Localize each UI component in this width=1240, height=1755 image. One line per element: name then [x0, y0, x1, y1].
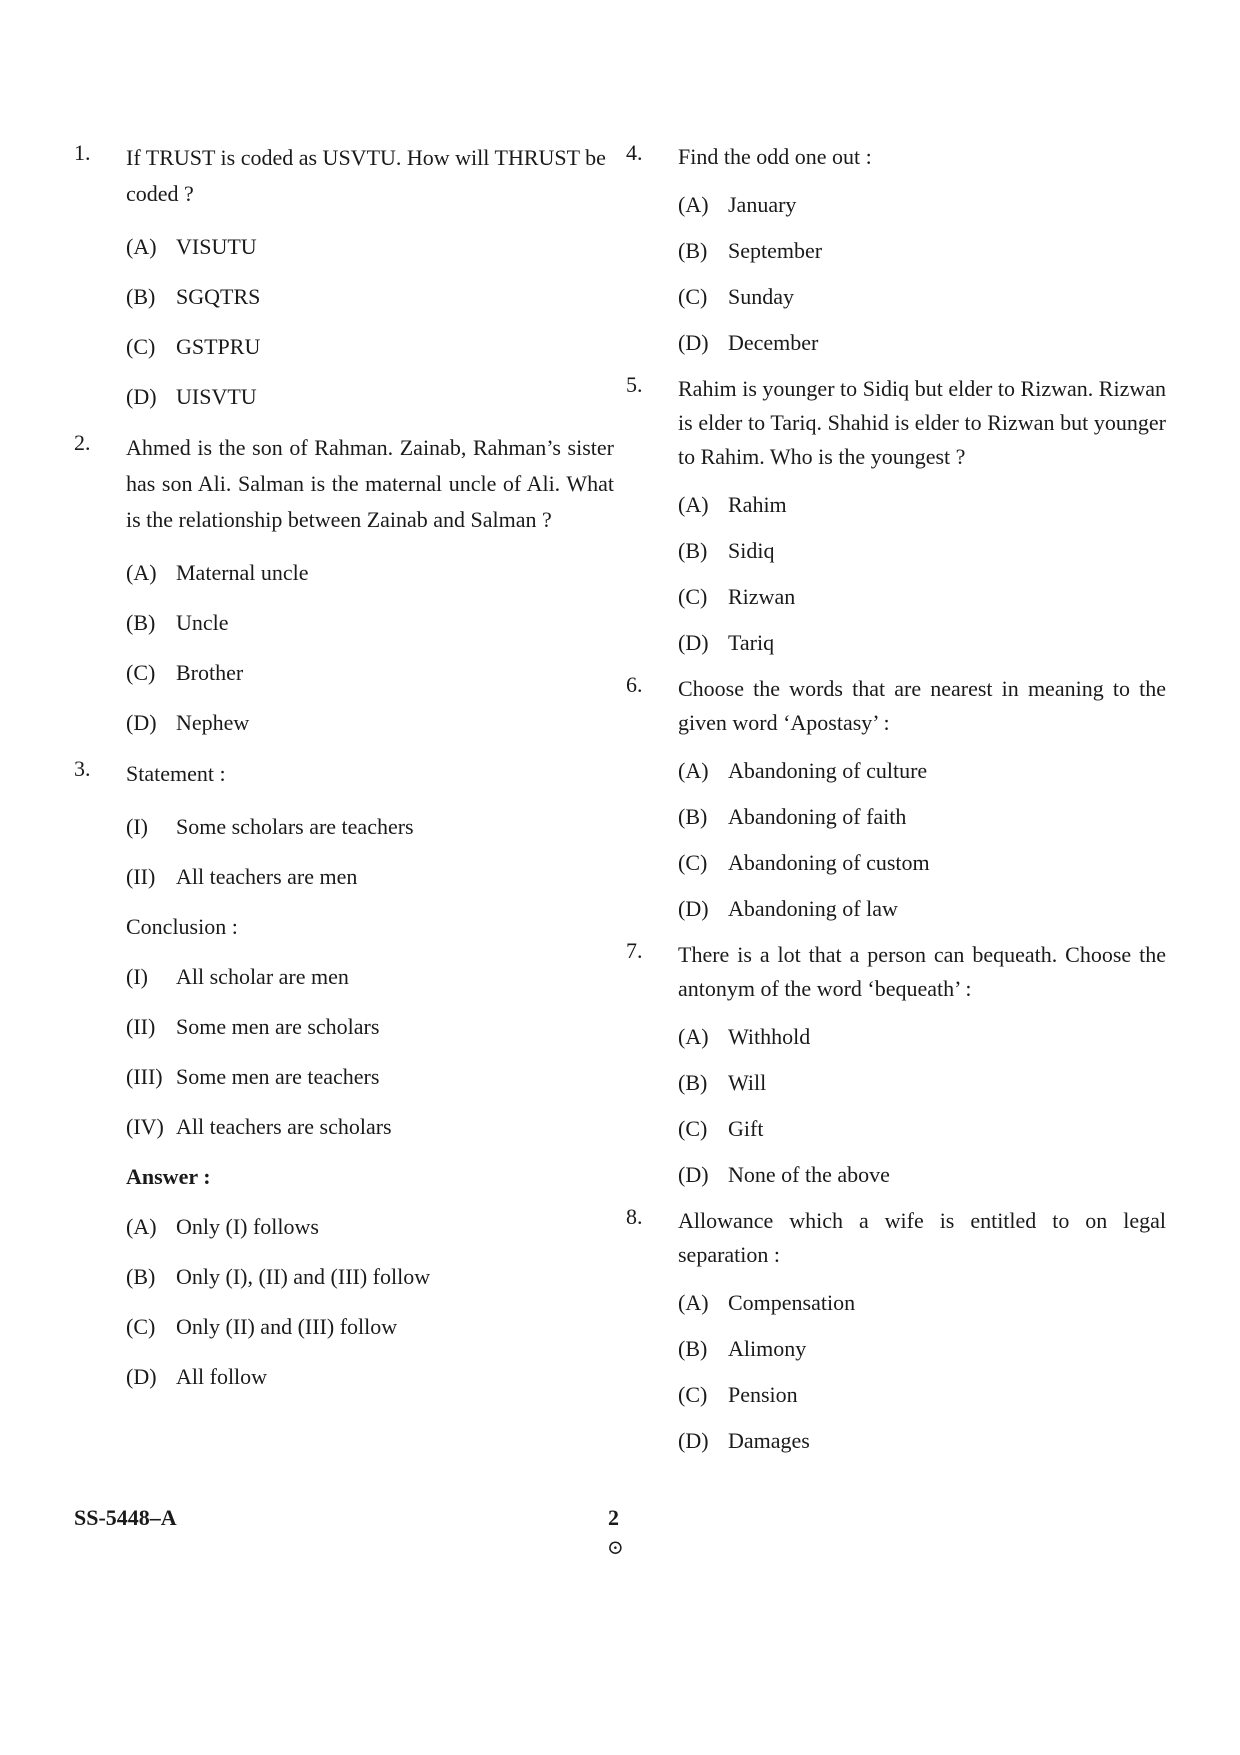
option — [678, 1060, 1166, 1106]
option-text: Abandoning of law — [728, 896, 898, 921]
question-text: If TRUST is coded as USVTU. How will THRUST be coded ? — [126, 145, 606, 206]
option-text: None of the above — [728, 1162, 890, 1187]
option-label: (A) — [678, 1024, 709, 1049]
option — [678, 482, 1166, 528]
conclusion-text: Some men are scholars — [176, 1014, 380, 1039]
option-text: December — [728, 330, 819, 355]
option — [678, 320, 1166, 366]
option-text: Nephew — [176, 710, 250, 735]
question-text: Choose the words that are nearest in meaning to the given word ‘Apostasy’ : — [678, 676, 1166, 735]
question-text: Find the odd one out : — [678, 144, 872, 169]
option — [678, 840, 1166, 886]
option-text: Abandoning of custom — [728, 850, 930, 875]
option-label: (C) — [678, 584, 708, 609]
option-label: (D) — [126, 384, 157, 409]
question-number: 2. — [74, 430, 91, 455]
option-label: (A) — [678, 192, 709, 217]
option-label: (D) — [678, 330, 709, 355]
option-text: Only (I) follows — [176, 1214, 319, 1239]
option-label: (C) — [126, 660, 156, 685]
option-label: (B) — [126, 284, 156, 309]
answer-heading: Answer : — [126, 1164, 211, 1189]
option-label: (D) — [126, 1364, 157, 1389]
option-text: Damages — [728, 1428, 810, 1453]
option — [126, 1302, 614, 1352]
option-label: (D) — [678, 896, 709, 921]
option — [126, 1352, 614, 1402]
option — [678, 182, 1166, 228]
question-3 — [74, 756, 614, 1402]
right-column — [626, 140, 1166, 1464]
question-7 — [626, 938, 1166, 1198]
option-label: (B) — [678, 538, 708, 563]
option-text: Only (I), (II) and (III) follow — [176, 1264, 431, 1289]
option — [126, 648, 614, 698]
option — [678, 528, 1166, 574]
conclusion-text: All teachers are scholars — [176, 1114, 392, 1139]
statement — [126, 852, 614, 902]
conclusion — [126, 1052, 614, 1102]
circle-dot-icon: ⊙ — [607, 1537, 624, 1559]
option-text: Compensation — [728, 1290, 856, 1315]
option — [678, 1014, 1166, 1060]
option-label: (C) — [678, 1382, 708, 1407]
option-text: SGQTRS — [176, 284, 261, 309]
statement-label: (II) — [126, 864, 156, 889]
question-1 — [74, 140, 614, 422]
option-text: All follow — [176, 1364, 268, 1389]
option-label: (C) — [678, 284, 708, 309]
conclusion-label: (II) — [126, 1014, 156, 1039]
option-label: (D) — [678, 630, 709, 655]
option-text: Sunday — [728, 284, 794, 309]
option-label: (A) — [678, 1290, 709, 1315]
conclusion — [126, 952, 614, 1002]
question-4 — [626, 140, 1166, 366]
option-label: (C) — [126, 1314, 156, 1339]
option — [126, 322, 614, 372]
option — [678, 228, 1166, 274]
option — [126, 222, 614, 272]
statement-text: Some scholars are teachers — [176, 814, 414, 839]
option-label: (D) — [678, 1428, 709, 1453]
paper-code: SS-5448–A — [74, 1505, 177, 1530]
conclusion-heading: Conclusion : — [126, 914, 238, 939]
question-text: Rahim is younger to Sidiq but elder to Rizwan. Rizwan is elder to Tariq. Shahid is elder to Rizwan but younger to Rahim. Who is the youngest ? — [678, 376, 1166, 469]
option-text: Sidiq — [728, 538, 775, 563]
option — [126, 698, 614, 748]
option-label: (B) — [678, 238, 708, 263]
conclusion-label: (I) — [126, 964, 148, 989]
option-text: September — [728, 238, 823, 263]
question-number: 4. — [626, 140, 643, 165]
question-number: 7. — [626, 938, 643, 963]
option — [678, 1372, 1166, 1418]
option — [678, 620, 1166, 666]
option-label: (A) — [678, 758, 709, 783]
question-number: 8. — [626, 1204, 643, 1229]
option — [126, 598, 614, 648]
question-text: There is a lot that a person can bequeath. Choose the antonym of the word ‘bequeath’ : — [678, 942, 1166, 1001]
question-number: 5. — [626, 372, 643, 397]
conclusion-text: Some men are teachers — [176, 1064, 380, 1089]
option-label: (D) — [678, 1162, 709, 1187]
option-text: Gift — [728, 1116, 764, 1141]
option-text: Only (II) and (III) follow — [176, 1314, 398, 1339]
option — [126, 1252, 614, 1302]
option — [126, 548, 614, 598]
option — [678, 1152, 1166, 1198]
option-text: Alimony — [728, 1336, 807, 1361]
option-label: (A) — [678, 492, 709, 517]
option-text: Uncle — [176, 610, 229, 635]
option — [678, 1418, 1166, 1464]
option-label: (B) — [678, 804, 708, 829]
option-text: VISUTU — [176, 234, 257, 259]
left-column — [74, 140, 614, 1402]
option-label: (C) — [126, 334, 156, 359]
conclusion-text: All scholar are men — [176, 964, 349, 989]
option-label: (C) — [678, 1116, 708, 1141]
question-text: Ahmed is the son of Rahman. Zainab, Rahman’s sister has son Ali. Salman is the maternal uncle of Ali. What is the relationship between Zainab and Salman ? — [126, 435, 614, 532]
option-label: (A) — [126, 234, 157, 259]
conclusion — [126, 1102, 614, 1152]
option — [678, 1280, 1166, 1326]
option-text: UISVTU — [176, 384, 257, 409]
option — [678, 794, 1166, 840]
option-label: (A) — [126, 1214, 157, 1239]
conclusion-label: (III) — [126, 1064, 163, 1089]
question-8 — [626, 1204, 1166, 1464]
option-label: (B) — [678, 1336, 708, 1361]
conclusion — [126, 1002, 614, 1052]
option-text: Brother — [176, 660, 244, 685]
question-5 — [626, 372, 1166, 666]
option-text: Abandoning of culture — [728, 758, 928, 783]
page-number: 2 — [608, 1505, 619, 1530]
option-text: Maternal uncle — [176, 560, 309, 585]
question-number: 3. — [74, 756, 91, 781]
option-label: (B) — [126, 610, 156, 635]
option — [678, 274, 1166, 320]
question-number: 1. — [74, 140, 91, 165]
option — [126, 372, 614, 422]
question-6 — [626, 672, 1166, 932]
option-label: (C) — [678, 850, 708, 875]
option-text: Rahim — [728, 492, 787, 517]
option-label: (D) — [126, 710, 157, 735]
option-text: January — [728, 192, 797, 217]
option — [126, 272, 614, 322]
option — [678, 886, 1166, 932]
option — [678, 574, 1166, 620]
statement-heading: Statement : — [126, 761, 226, 786]
option-label: (A) — [126, 560, 157, 585]
question-text: Allowance which a wife is entitled to on legal separation : — [678, 1208, 1166, 1267]
statement — [126, 802, 614, 852]
option-text: Will — [728, 1070, 767, 1095]
question-2 — [74, 430, 614, 748]
option-text: Abandoning of faith — [728, 804, 907, 829]
statement-label: (I) — [126, 814, 148, 839]
option — [678, 1326, 1166, 1372]
option-text: Tariq — [728, 630, 775, 655]
option-label: (B) — [678, 1070, 708, 1095]
option-text: Pension — [728, 1382, 798, 1407]
conclusion-label: (IV) — [126, 1114, 164, 1139]
option-text: GSTPRU — [176, 334, 261, 359]
option — [678, 748, 1166, 794]
statement-text: All teachers are men — [176, 864, 358, 889]
option-label: (B) — [126, 1264, 156, 1289]
option — [678, 1106, 1166, 1152]
option-text: Withhold — [728, 1024, 811, 1049]
option-text: Rizwan — [728, 584, 796, 609]
question-number: 6. — [626, 672, 643, 697]
option — [126, 1202, 614, 1252]
